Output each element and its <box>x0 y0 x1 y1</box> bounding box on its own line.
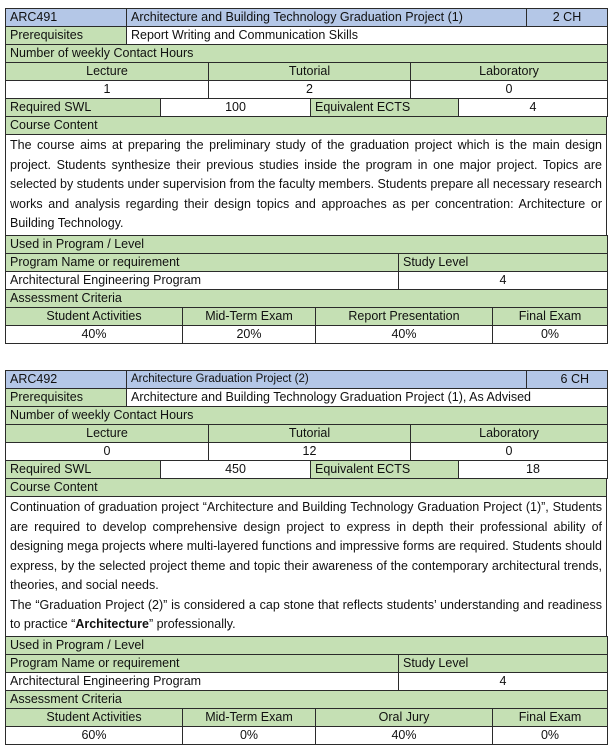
ects-label: Equivalent ECTS <box>311 461 459 479</box>
prerequisites-row <box>6 389 608 407</box>
study-level-value: 4 <box>399 271 608 289</box>
study-level-header: Study Level <box>399 253 608 271</box>
course-title-row <box>6 371 608 389</box>
assessment-value: 60% <box>6 726 183 744</box>
assessment-header: Final Exam <box>493 708 608 726</box>
assessment-header: Report Presentation <box>316 307 493 325</box>
assessment-label: Assessment Criteria <box>6 690 608 708</box>
program-name-header: Program Name or requirement <box>6 654 399 672</box>
lecture-value: 0 <box>6 443 209 461</box>
assessment-header: Oral Jury <box>316 708 493 726</box>
course-code: ARC491 <box>6 9 127 27</box>
ects-value: 4 <box>459 99 608 117</box>
swl-label: Required SWL <box>6 461 161 479</box>
assessment-table <box>5 690 608 745</box>
assessment-value: 40% <box>316 325 493 343</box>
content-text: The “Graduation Project (2)” is considered a cap stone that reflects students’ understanding and readiness to practice “ <box>10 597 602 631</box>
course-header-table <box>5 370 608 407</box>
course-title-row <box>6 9 608 27</box>
course-content-label: Course Content <box>6 117 607 135</box>
lecture-value: 1 <box>6 81 209 99</box>
assessment-value: 40% <box>6 325 183 343</box>
assessment-value: 0% <box>493 726 608 744</box>
course-content-table <box>5 116 607 236</box>
contact-hours-table <box>5 406 608 461</box>
laboratory-header: Laboratory <box>411 425 608 443</box>
course-content-paragraph: Continuation of graduation project “Architecture and Building Technology Graduation Project (1)”, Students are required to develop comprehensive design project to express in depth their professional ability of designing mega projects where multi-layered functions and impressive forms are required. Students should express, by the selected project theme and topic their awareness of the contemporary architectural trends, theories, and social needs. <box>10 500 602 592</box>
workload-table <box>5 460 608 479</box>
study-level-value: 4 <box>399 672 608 690</box>
course-content-table <box>5 478 607 637</box>
prerequisites-label: Prerequisites <box>6 389 127 407</box>
lecture-header: Lecture <box>6 63 209 81</box>
swl-label: Required SWL <box>6 99 161 117</box>
workload-table <box>5 98 608 117</box>
prerequisites-label: Prerequisites <box>6 27 127 45</box>
course-card-arc491 <box>5 8 607 344</box>
prerequisites-value: Report Writing and Communication Skills <box>127 27 608 45</box>
course-code: ARC492 <box>6 371 127 389</box>
ects-label: Equivalent ECTS <box>311 99 459 117</box>
prerequisites-value: Architecture and Building Technology Graduation Project (1), As Advised <box>127 389 608 407</box>
program-table <box>5 636 608 691</box>
assessment-header: Mid-Term Exam <box>183 708 316 726</box>
assessment-header: Student Activities <box>6 708 183 726</box>
course-content-paragraph <box>10 596 602 635</box>
program-name-header: Program Name or requirement <box>6 253 399 271</box>
program-table <box>5 235 608 290</box>
laboratory-header: Laboratory <box>411 63 608 81</box>
swl-value: 100 <box>161 99 311 117</box>
course-title: Architecture and Building Technology Graduation Project (1) <box>127 9 527 27</box>
assessment-value: 20% <box>183 325 316 343</box>
assessment-value: 0% <box>493 325 608 343</box>
study-level-header: Study Level <box>399 654 608 672</box>
assessment-table <box>5 289 608 344</box>
program-level-label: Used in Program / Level <box>6 235 608 253</box>
course-content-text <box>6 497 607 637</box>
course-content-label: Course Content <box>6 479 607 497</box>
credit-hours: 6 CH <box>527 371 608 389</box>
prerequisites-row <box>6 27 608 45</box>
credit-hours: 2 CH <box>527 9 608 27</box>
assessment-value: 0% <box>183 726 316 744</box>
assessment-header: Mid-Term Exam <box>183 307 316 325</box>
tutorial-header: Tutorial <box>209 63 411 81</box>
program-name-value: Architectural Engineering Program <box>6 672 399 690</box>
contact-hours-label: Number of weekly Contact Hours <box>6 407 608 425</box>
course-title: Architecture Graduation Project (2) <box>127 371 527 389</box>
content-emphasis: Architecture <box>75 617 149 631</box>
program-level-label: Used in Program / Level <box>6 636 608 654</box>
tutorial-header: Tutorial <box>209 425 411 443</box>
contact-hours-label: Number of weekly Contact Hours <box>6 45 608 63</box>
assessment-value: 40% <box>316 726 493 744</box>
content-text: ” professionally. <box>148 617 236 631</box>
assessment-label: Assessment Criteria <box>6 289 608 307</box>
swl-value: 450 <box>161 461 311 479</box>
laboratory-value: 0 <box>411 443 608 461</box>
course-content-text: The course aims at preparing the preliminary study of the graduation project which is the main design project. Students synthesize their previous studies inside the program in one major project. Topics are selected by students under supervision from the faculty members. Students prepare all necessary research works and analysis regarding their design topics and approaches as per concentration: Architecture or Building Technology. <box>6 135 607 236</box>
assessment-header: Final Exam <box>493 307 608 325</box>
assessment-header: Student Activities <box>6 307 183 325</box>
tutorial-value: 12 <box>209 443 411 461</box>
program-name-value: Architectural Engineering Program <box>6 271 399 289</box>
contact-hours-table <box>5 44 608 99</box>
lecture-header: Lecture <box>6 425 209 443</box>
laboratory-value: 0 <box>411 81 608 99</box>
tutorial-value: 2 <box>209 81 411 99</box>
course-card-arc492 <box>5 370 607 745</box>
course-header-table <box>5 8 608 45</box>
ects-value: 18 <box>459 461 608 479</box>
